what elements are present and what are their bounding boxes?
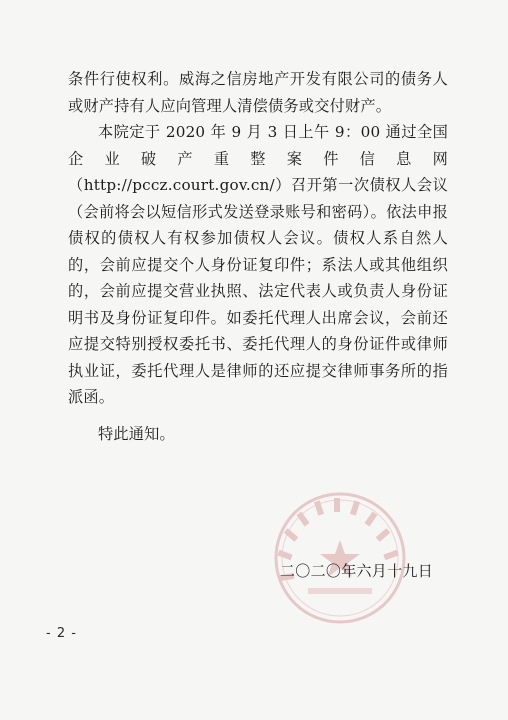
paragraph-1: 条件行使权利。威海之信房地产开发有限公司的债务人或财产持有人应向管理人清偿债务或交付财产。 xyxy=(68,70,448,115)
issue-date: 二〇二〇年六月十九日 xyxy=(280,562,434,580)
paragraph-2: 本院定于 2020 年 9 月 3 日上午 9：00 通过全国企业破产重整案件信息网（http://pccz.court.gov.cn/）召开第一次债权人会议（会前将会以短信形式发送登录账号和密码）。依法申报债权的债权人有权参加债权人会议。债权人系自然人的，会前应提交个人身份证复印件；系法人或其他组织的，会前应提交营业执照、法定代表人或负责人身份证明书及身份证复印件。如委托代理人出席会议，会前还应提交特别授权委托书、委托代理人的身份证件或律师执业证，委托代理人是律师的还应提交律师事务所的指派函。 xyxy=(68,123,448,406)
notice-body xyxy=(68,66,448,447)
page-number: - 2 - xyxy=(46,626,77,641)
closing-paragraph: 特此通知。 xyxy=(98,424,175,443)
official-seal-icon xyxy=(270,488,410,628)
